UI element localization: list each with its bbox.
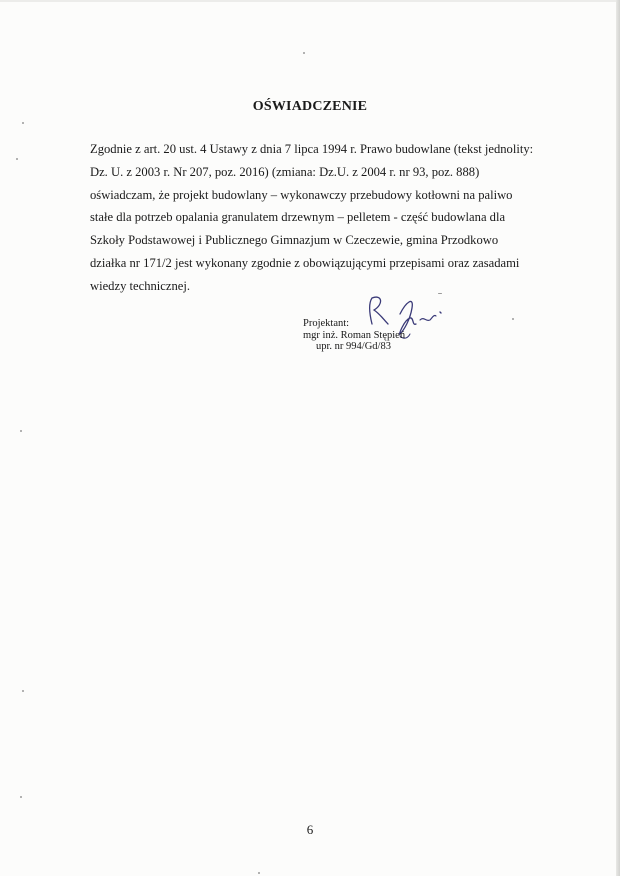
document-title: OŚWIADCZENIE: [252, 99, 368, 114]
scan-speck: [512, 318, 514, 320]
paragraph-line: stałe dla potrzeb opalania granulatem drzewnym – pelletem - część budowlana dla: [90, 210, 506, 225]
scan-edge-right: [616, 0, 620, 876]
paragraph-line: Dz. U. z 2003 r. Nr 207, poz. 2016) (zmiana: Dz.U. z 2004 r. nr 93, poz. 888): [90, 164, 480, 179]
designer-name: mgr inż. Roman Stępień: [303, 329, 406, 341]
scan-speck: [438, 293, 442, 294]
scan-speck: [20, 430, 22, 432]
scan-speck: [20, 796, 22, 798]
scan-edge-top: [0, 0, 620, 2]
designer-signature-block: [303, 318, 405, 353]
designer-role: Projektant:: [303, 318, 350, 329]
scan-speck: [303, 52, 305, 54]
scan-speck: [258, 872, 260, 874]
designer-license: upr. nr 994/Gd/83: [316, 341, 391, 352]
paragraph-line: wiedzy technicznej.: [90, 278, 190, 293]
scan-speck: [22, 122, 24, 124]
page-number: 6: [306, 822, 314, 837]
scan-speck: [16, 158, 18, 160]
paragraph-line: Zgodnie z art. 20 ust. 4 Ustawy z dnia 7 lipca 1994 r. Prawo budowlane (tekst jednolity:: [90, 142, 534, 156]
scan-speck: [22, 690, 24, 692]
statement-paragraph: [90, 138, 550, 298]
paragraph-line: Szkoły Podstawowej i Publicznego Gimnazjum w Czeczewie, gmina Przodkowo: [90, 233, 499, 248]
paragraph-line: oświadczam, że projekt budowlany – wykonawczy przebudowy kotłowni na paliwo: [90, 187, 513, 202]
paragraph-line: działka nr 171/2 jest wykonany zgodnie z obowiązującymi przepisami oraz zasadami: [90, 255, 520, 270]
